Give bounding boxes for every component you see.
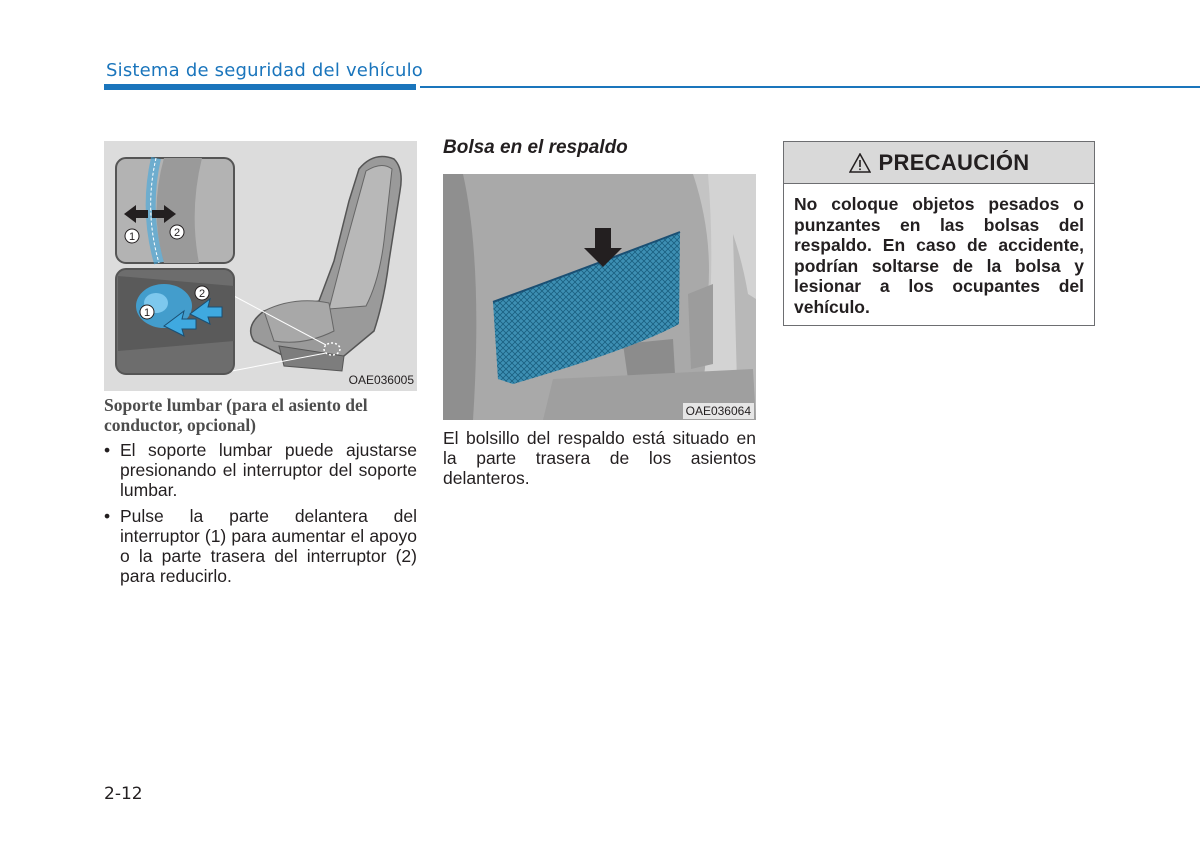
header-rule-thin (420, 86, 1200, 88)
figure-code: OAE036064 (683, 403, 754, 419)
caution-title: PRECAUCIÓN (878, 149, 1030, 175)
section-header-title: Sistema de seguridad del vehículo (106, 60, 424, 81)
callout-1-top: 1 (128, 231, 136, 243)
figure-seatback-pocket (443, 174, 756, 420)
caution-box (783, 141, 1095, 326)
list-item: • El soporte lumbar puede ajustarse presionando el interruptor del soporte lumbar. (104, 440, 417, 500)
seat-illustration (104, 141, 417, 391)
callout-1-bottom: 1 (143, 307, 151, 319)
lumbar-heading: Soporte lumbar (para el asiento del conductor, opcional) (104, 395, 368, 435)
pocket-description: El bolsillo del respaldo está situado en la parte trasera de los asientos delanteros. (443, 428, 756, 488)
figure-lumbar-seat (104, 141, 417, 391)
caution-text: No coloque objetos pesados o punzantes en las bolsas del respaldo. En caso de accidente, podrían soltarse de la bolsa y lesionar a los ocupantes del vehículo. (794, 194, 1084, 317)
page-number: 2-12 (104, 784, 143, 804)
figure-code: OAE036005 (348, 373, 414, 387)
lumbar-bullet-list (104, 440, 417, 592)
warning-triangle-icon (849, 153, 871, 173)
callout-2-top: 2 (173, 227, 181, 239)
header-rule-thick (104, 84, 416, 90)
list-item: • Pulse la parte delantera del interruptor (1) para aumentar el apoyo o la parte trasera del interruptor (2) para reducirlo. (104, 506, 417, 586)
caution-header (784, 142, 1094, 184)
seatback-pocket-illustration (443, 174, 756, 420)
callout-2-bottom: 2 (198, 288, 206, 300)
pocket-heading: Bolsa en el respaldo (443, 137, 628, 158)
